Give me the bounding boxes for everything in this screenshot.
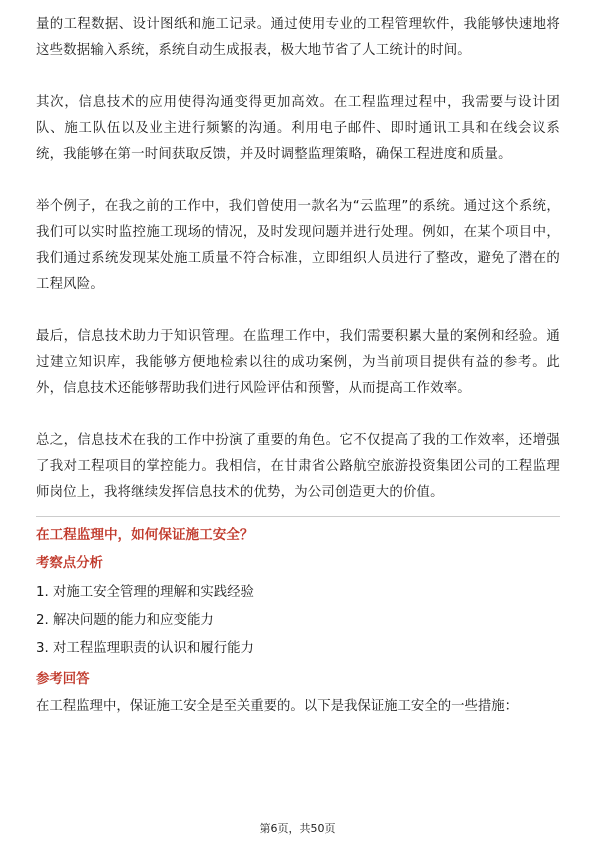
- page-number-footer: 第6页，共50页: [259, 822, 336, 835]
- paragraph-example: 举个例子，在我之前的工作中，我们曾使用一款名为“云监理”的系统。通过这个系统，我们可以实时监控施工现场的情况，及时发现问题并进行处理。例如，在某个项目中，我们通过系统发现某处施工质量不符合标准，立即组织人员进行了整改，避免了潜在的工程风险。: [36, 199, 560, 292]
- analysis-point: 1. 对施工安全管理的理解和实践经验: [36, 585, 254, 600]
- section-divider: [36, 516, 560, 517]
- paragraph-data-entry: 量的工程数据、设计图纸和施工记录。通过使用专业的工程管理软件，我能够快速地将这些数据输入系统，系统自动生成报表，极大地节省了人工统计的时间。: [36, 17, 560, 58]
- answer-title: 参考回答: [36, 672, 90, 687]
- analysis-points-list: [36, 579, 560, 663]
- page-content: [36, 12, 560, 719]
- interview-question: 在工程监理中，如何保证施工安全？: [36, 527, 254, 543]
- answer-text: 在工程监理中，保证施工安全是至关重要的。以下是我保证施工安全的一些措施：: [36, 699, 519, 714]
- paragraph-knowledge-management: 最后，信息技术助力于知识管理。在监理工作中，我们需要积累大量的案例和经验。通过建立知识库，我能够方便地检索以往的成功案例，为当前项目提供有益的参考。此外，信息技术还能够帮助我们进行风险评估和预警，从而提高工作效率。: [36, 329, 560, 396]
- analysis-title: 考察点分析: [36, 556, 103, 571]
- analysis-point: 2. 解决问题的能力和应变能力: [36, 613, 214, 628]
- paragraph-conclusion: 总之，信息技术在我的工作中扮演了重要的角色。它不仅提高了我的工作效率，还增强了我对工程项目的掌控能力。我相信，在甘肃省公路航空旅游投资集团公司的工程监理师岗位上，我将继续发挥信息技术的优势，为公司创造更大的价值。: [36, 433, 560, 500]
- analysis-point: 3. 对工程监理职责的认识和履行能力: [36, 641, 254, 656]
- paragraph-communication: 其次，信息技术的应用使得沟通变得更加高效。在工程监理过程中，我需要与设计团队、施工队伍以及业主进行频繁的沟通。利用电子邮件、即时通讯工具和在线会议系统，我能够在第一时间获取反馈，并及时调整监理策略，确保工程进度和质量。: [36, 95, 560, 162]
